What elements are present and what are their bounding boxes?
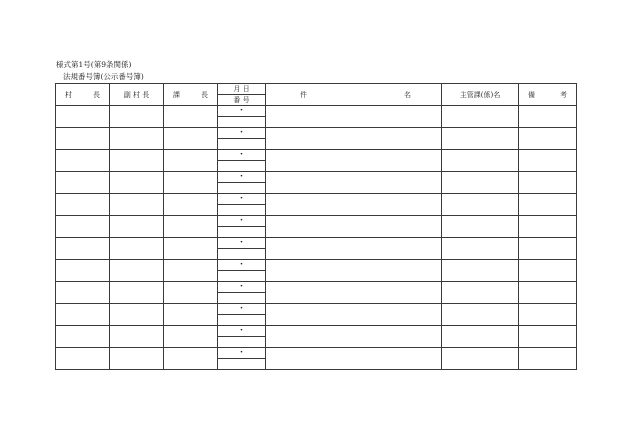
date-cell (218, 150, 266, 161)
remarks-cell (519, 260, 577, 282)
village-head-cell (56, 348, 110, 370)
subject-cell (266, 216, 442, 238)
section-chief-cell (164, 128, 218, 150)
department-cell (442, 260, 519, 282)
number-cell (218, 249, 266, 260)
number-cell (218, 271, 266, 282)
date-cell (218, 348, 266, 359)
remarks-cell (519, 150, 577, 172)
village-head-cell (56, 128, 110, 150)
remarks-cell (519, 194, 577, 216)
deputy-head-cell (110, 216, 164, 238)
date-cell (218, 282, 266, 293)
subject-cell (266, 128, 442, 150)
village-head-cell (56, 238, 110, 260)
date-cell (218, 172, 266, 183)
village-head-cell (56, 304, 110, 326)
number-cell (218, 117, 266, 128)
date-cell (218, 194, 266, 205)
header-department: 主管課(係)名 (442, 84, 519, 106)
department-cell (442, 238, 519, 260)
header-number: 番 号 (218, 95, 266, 106)
number-cell (218, 315, 266, 326)
deputy-head-cell (110, 106, 164, 128)
date-separator: ・ (236, 215, 246, 226)
subject-cell (266, 150, 442, 172)
village-head-cell (56, 260, 110, 282)
remarks-cell (519, 326, 577, 348)
remarks-cell (519, 106, 577, 128)
date-separator: ・ (236, 347, 246, 358)
form-title: 様式第1号(第9条関係) (56, 60, 132, 69)
department-cell (442, 128, 519, 150)
subject-cell (266, 260, 442, 282)
date-separator: ・ (236, 237, 246, 248)
section-chief-cell (164, 172, 218, 194)
register-name: 法規番号簿(公示番号簿) (63, 72, 144, 81)
date-separator: ・ (236, 127, 246, 138)
subject-cell (266, 106, 442, 128)
number-cell (218, 161, 266, 172)
department-cell (442, 150, 519, 172)
table-row (56, 128, 577, 139)
section-chief-cell (164, 216, 218, 238)
remarks-cell (519, 348, 577, 370)
date-cell (218, 106, 266, 117)
deputy-head-cell (110, 304, 164, 326)
register-body (56, 106, 577, 370)
department-cell (442, 304, 519, 326)
remarks-cell (519, 128, 577, 150)
deputy-head-cell (110, 150, 164, 172)
number-cell (218, 359, 266, 370)
subject-cell (266, 326, 442, 348)
date-cell (218, 216, 266, 227)
department-cell (442, 172, 519, 194)
department-cell (442, 194, 519, 216)
village-head-cell (56, 326, 110, 348)
date-cell (218, 260, 266, 271)
header-remarks: 備 考 (519, 84, 577, 106)
header-deputy-head: 副 村 長 (110, 84, 164, 106)
date-cell (218, 304, 266, 315)
date-separator: ・ (236, 325, 246, 336)
table-row (56, 238, 577, 249)
table-row (56, 304, 577, 315)
number-cell (218, 337, 266, 348)
section-chief-cell (164, 106, 218, 128)
number-cell (218, 205, 266, 216)
deputy-head-cell (110, 260, 164, 282)
date-cell (218, 326, 266, 337)
table-row (56, 216, 577, 227)
section-chief-cell (164, 326, 218, 348)
village-head-cell (56, 150, 110, 172)
header-subject: 件 名 (266, 84, 442, 106)
section-chief-cell (164, 150, 218, 172)
date-cell (218, 128, 266, 139)
section-chief-cell (164, 238, 218, 260)
table-row (56, 282, 577, 293)
section-chief-cell (164, 260, 218, 282)
department-cell (442, 326, 519, 348)
deputy-head-cell (110, 238, 164, 260)
village-head-cell (56, 106, 110, 128)
remarks-cell (519, 216, 577, 238)
subject-cell (266, 282, 442, 304)
remarks-cell (519, 172, 577, 194)
remarks-cell (519, 304, 577, 326)
number-cell (218, 293, 266, 304)
section-chief-cell (164, 348, 218, 370)
deputy-head-cell (110, 172, 164, 194)
subject-cell (266, 304, 442, 326)
subject-cell (266, 172, 442, 194)
table-row (56, 106, 577, 117)
table-row (56, 150, 577, 161)
deputy-head-cell (110, 282, 164, 304)
village-head-cell (56, 216, 110, 238)
header-month-day: 月 日 (218, 84, 266, 95)
department-cell (442, 106, 519, 128)
date-separator: ・ (236, 149, 246, 160)
date-separator: ・ (236, 303, 246, 314)
register-table (55, 83, 577, 370)
deputy-head-cell (110, 326, 164, 348)
remarks-cell (519, 282, 577, 304)
header-section-chief: 課 長 (164, 84, 218, 106)
remarks-cell (519, 238, 577, 260)
number-cell (218, 227, 266, 238)
deputy-head-cell (110, 194, 164, 216)
subject-cell (266, 348, 442, 370)
department-cell (442, 216, 519, 238)
date-cell (218, 238, 266, 249)
subject-cell (266, 238, 442, 260)
table-row (56, 348, 577, 359)
table-row (56, 194, 577, 205)
deputy-head-cell (110, 128, 164, 150)
date-separator: ・ (236, 193, 246, 204)
table-row (56, 326, 577, 337)
header-row-top (56, 84, 577, 95)
table-row (56, 260, 577, 271)
date-separator: ・ (236, 281, 246, 292)
date-separator: ・ (236, 259, 246, 270)
subject-cell (266, 194, 442, 216)
department-cell (442, 282, 519, 304)
village-head-cell (56, 194, 110, 216)
number-cell (218, 139, 266, 150)
header-village-head: 村 長 (56, 84, 110, 106)
village-head-cell (56, 172, 110, 194)
village-head-cell (56, 282, 110, 304)
section-chief-cell (164, 282, 218, 304)
date-separator: ・ (236, 171, 246, 182)
date-separator: ・ (236, 105, 246, 116)
deputy-head-cell (110, 348, 164, 370)
section-chief-cell (164, 194, 218, 216)
section-chief-cell (164, 304, 218, 326)
number-cell (218, 183, 266, 194)
department-cell (442, 348, 519, 370)
table-row (56, 172, 577, 183)
